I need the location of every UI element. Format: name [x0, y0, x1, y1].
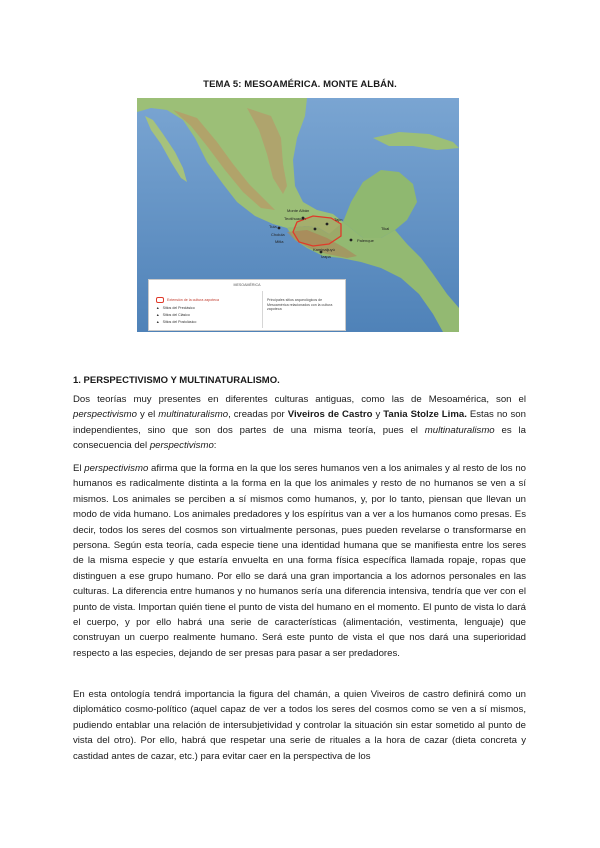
site-marker — [350, 239, 353, 242]
legend-divider — [262, 291, 263, 328]
map-label: Tajín — [334, 217, 343, 222]
triangle-icon: ▲ — [156, 313, 160, 317]
triangle-icon: ▲ — [156, 320, 160, 324]
legend-note: Principales sitios arqueológicos de Mesoamérica relacionados con la cultura zapoteca — [267, 298, 333, 312]
section-heading: 1. PERSPECTIVISMO Y MULTINATURALISMO. — [73, 375, 280, 386]
paragraph-1: Dos teorías muy presentes en diferentes culturas antiguas, como las de Mesoamérica, son el perspectivismo y el multinaturalismo, creadas por Viveiros de Castro y Tania Stolze Lima. Estas no son independientes, sino que son dos partes de una misma teoría, pues el multinaturalismo es la consecuencia del perspectivismo: — [73, 394, 526, 452]
legend-item: Extensión de la cultura zapoteca — [156, 297, 219, 303]
map-label: Palenque — [357, 238, 374, 243]
map-legend — [148, 279, 346, 331]
paragraph-3: En esta ontología tendrá importancia la figura del chamán, a quien Viveiros de castro definirá como un diplomático cosmo-político (aquel capaz de ver a todos los seres del cosmos como se ven a sí mismos, pudiendo entablar una relación de intersubjetividad y controlar la situación sin estar sometido al punto de vista del otro). Por ello, habrá que respetar una serie de rituales a la hora de cazar (dieta concreta y castidad antes de cazar, etc.) para evitar caer en la perspectiva de los — [73, 689, 526, 762]
region-swatch-icon — [156, 297, 164, 303]
legend-item: ▲ Sitios del Clásico — [156, 313, 190, 317]
legend-title: MESOAMÉRICA — [233, 283, 261, 287]
map-label: Mitla — [275, 239, 284, 244]
triangle-icon: ▲ — [156, 306, 160, 310]
paragraph-2: El perspectivismo afirma que la forma en la que los seres humanos ven a los animales y al resto de los no humanos es radicalmente distinta a la forma en la que los animales y resto de no humanos se ven a sí mismos. Los animales se perciben a sí mismos como humanos, y, por lo tanto, piensan que llevan un modo de vida humano. Los animales predadores y los espíritus van a ver a los humanos como presas. Es decir, todos los seres del cosmos son virtualmente personas, pues pueden revelarse o transformarse en persona. Según esta teoría, cada especie tiene una identidad humana que se manifiesta entre los seres de la misma especie y que estaría envuelta en una forma física específica llamada ropaje, ropas que distinguen a ese grupo humano. Por ello se dará una gran importancia a los adornos personales en las culturas. La diferencia entre humanos y no humanos sería una diferencia intensiva, tendría que ver con el punto de vista. Importan quién tiene el punto de vista del humano en el momento. El punto de vista lo dará el cuerpo, y por ello habrá una serie de características (alimentación, vestimenta, lenguaje) que construyan un cuerpo realmente humano. Será este punto de vista el que nos dará una superioridad respecto a las especies, dejando de ser presas para pasar a ser predadores. — [73, 463, 526, 659]
map-label: Izapa — [321, 254, 331, 259]
map-label: Tula — [269, 224, 277, 229]
map-label: Kaminaljuyú — [313, 247, 335, 252]
legend-item: ▲ Sitios del Preclásico — [156, 306, 195, 310]
site-marker — [278, 227, 281, 230]
map-label: Tikal — [381, 226, 390, 231]
document-title: TEMA 5: MESOAMÉRICA. MONTE ALBÁN. — [203, 79, 397, 90]
legend-item: ▲ Sitios del Postclásico — [156, 320, 197, 324]
map-label: Teotihuacán — [284, 216, 306, 221]
site-marker — [314, 228, 317, 231]
site-marker — [326, 223, 329, 226]
map-label: Monte Albán — [287, 208, 310, 213]
map-label: Cholula — [271, 232, 285, 237]
